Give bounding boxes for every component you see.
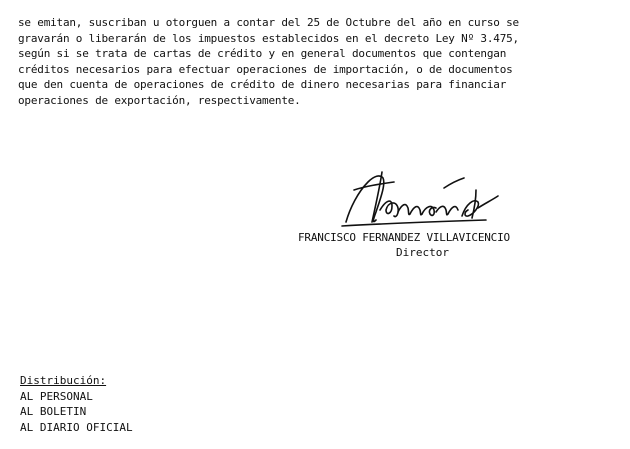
distribution-item: AL PERSONAL	[20, 389, 93, 403]
body-line: se emitan, suscriban u otorguen a contar del 25 de Octubre del año en curso se	[18, 16, 519, 29]
body-line: que den cuenta de operaciones de crédito de dinero necesarias para financiar	[18, 78, 507, 91]
body-line: operaciones de exportación, respectivamente.	[18, 93, 301, 107]
body-line: según si se trata de cartas de crédito y en general documentos que contengan	[18, 47, 507, 60]
distribution-item: AL BOLETIN	[20, 405, 87, 418]
distribution-list	[20, 373, 133, 435]
handwritten-signature	[336, 160, 506, 232]
body-line: gravarán o liberarán de los impuestos establecidos en el decreto Ley Nº 3.475,	[18, 31, 519, 45]
signer-title: Director	[396, 246, 449, 259]
distribution-item: AL DIARIO OFICIAL	[20, 420, 133, 434]
signer-name: FRANCISCO FERNANDEZ VILLAVICENCIO	[298, 231, 510, 244]
body-paragraph	[18, 15, 614, 108]
body-line: créditos necesarios para efectuar operaciones de importación, o de documentos	[18, 62, 513, 76]
distribution-heading: Distribución:	[20, 374, 107, 387]
